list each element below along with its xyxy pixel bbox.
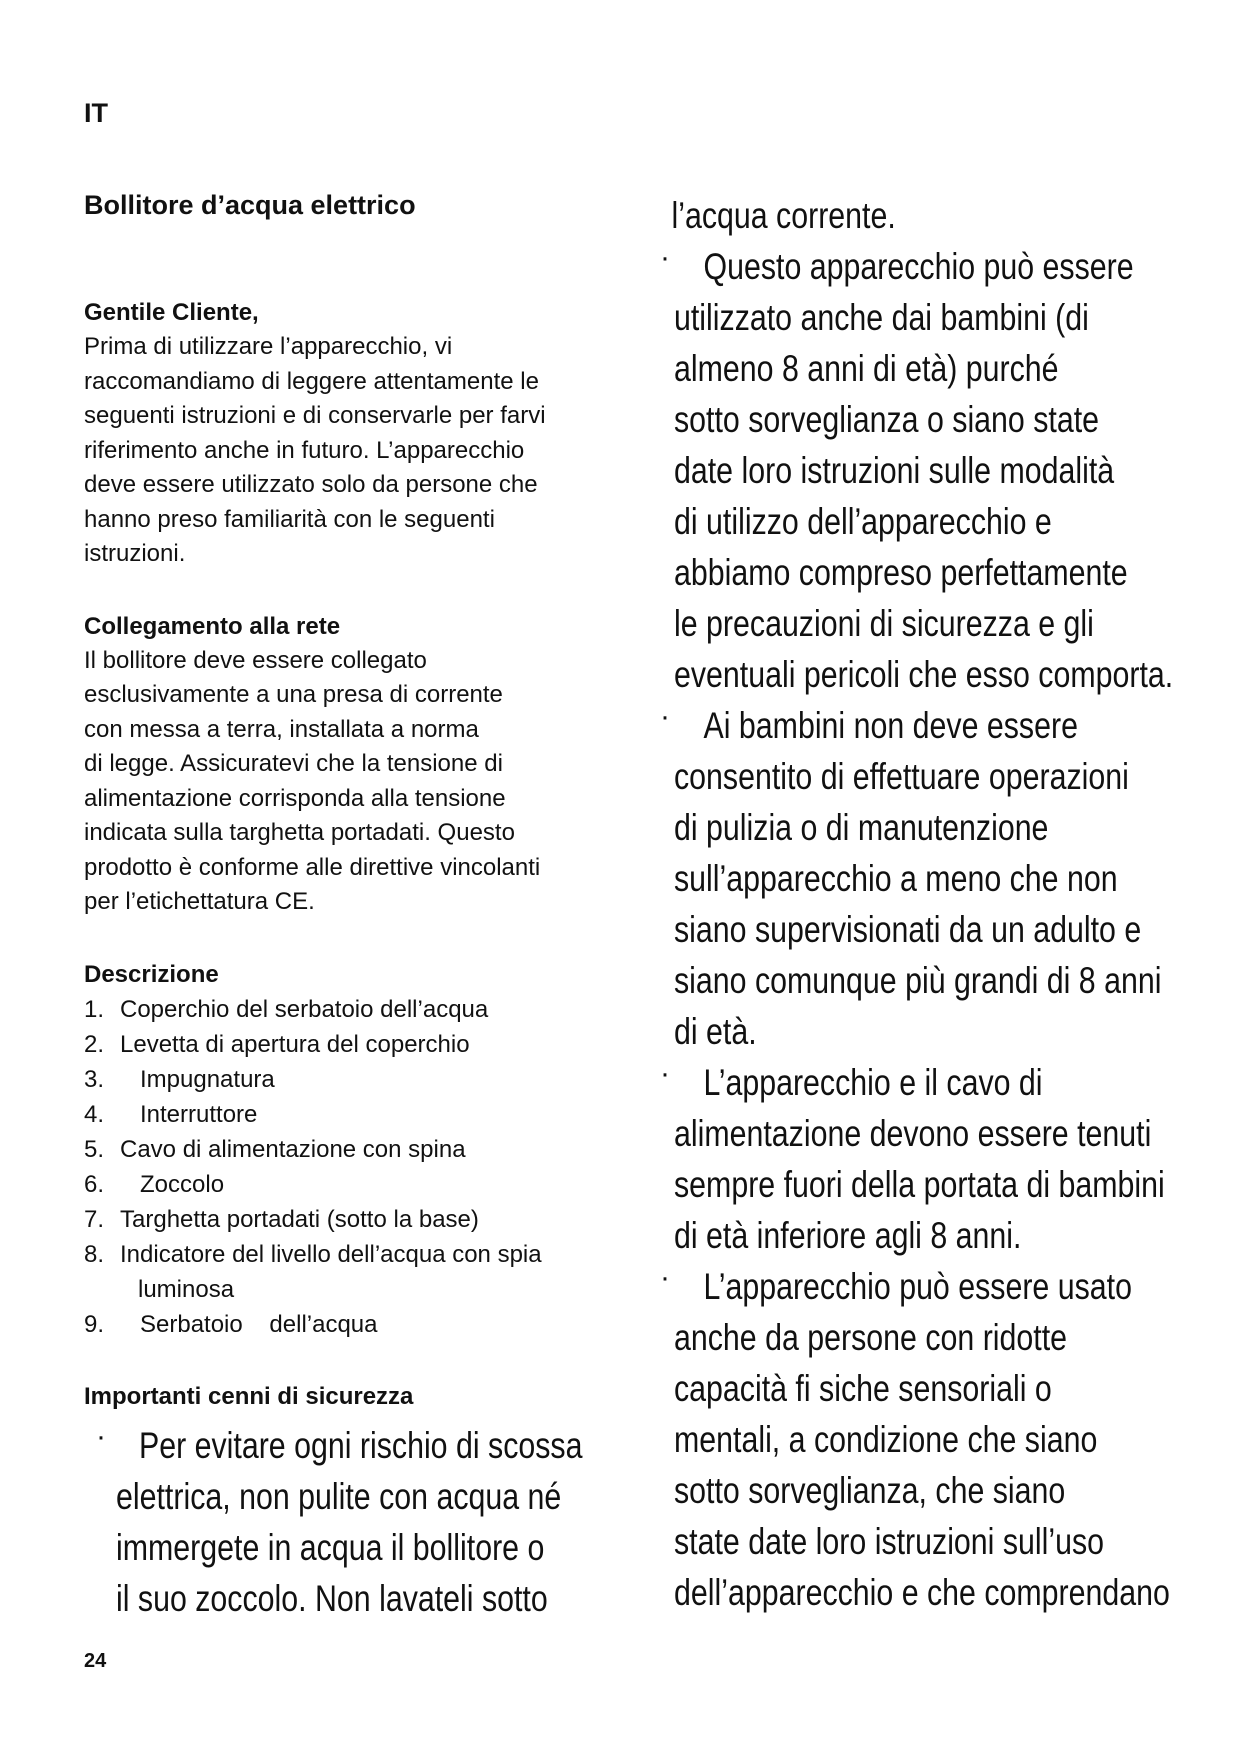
list-item <box>84 1062 604 1097</box>
intro-paragraph <box>84 330 604 572</box>
list-number: 6. <box>84 1170 105 1198</box>
connection-paragraph <box>84 644 604 920</box>
list-item <box>84 1307 604 1342</box>
list-number: 7. <box>84 1205 105 1233</box>
list-number: 2. <box>84 1030 105 1058</box>
bullet-line: elettrica, non pulite con acqua né <box>116 1476 562 1517</box>
continued-line: l’acqua corrente. <box>671 195 896 236</box>
bullet-line: eventuali pericoli che esso comporta. <box>674 654 1174 695</box>
list-text: Impugnatura <box>140 1065 275 1093</box>
bullet-line: utilizzato anche dai bambini (di <box>674 297 1089 338</box>
bullet-line: anche da persone con ridotte <box>674 1317 1068 1358</box>
bullet-line: state date loro istruzioni sull’uso <box>674 1521 1105 1562</box>
safety-bullet <box>660 1261 1241 1618</box>
connection-line: alimentazione corrisponda alla tensione <box>84 784 506 812</box>
intro-line: raccomandiamo di leggere attentamente le <box>84 367 539 395</box>
bullet-line: capacità fi siche sensoriali o <box>674 1368 1052 1409</box>
safety-bullet <box>96 1420 685 1624</box>
description-heading: Descrizione <box>84 960 219 988</box>
intro-heading: Gentile Cliente, <box>84 299 259 326</box>
safety-bullet <box>660 1057 1241 1261</box>
bullet-line: sempre fuori della portata di bambini <box>674 1164 1165 1205</box>
safety-heading: Importanti cenni di sicurezza <box>84 1382 414 1410</box>
intro-line: seguenti istruzioni e di conservarle per farvi <box>84 402 546 429</box>
connection-line: di legge. Assicuratevi che la tensione di <box>84 750 503 777</box>
safety-bullet <box>660 241 1241 700</box>
bullet-line: il suo zoccolo. Non lavateli sotto <box>116 1578 548 1619</box>
bullet-mark: · <box>660 1057 670 1090</box>
intro-line: deve essere utilizzato solo da persone che <box>84 471 538 498</box>
list-item <box>84 1027 604 1062</box>
bullet-mark: · <box>96 1420 106 1453</box>
page-title: Bollitore d’acqua elettrico <box>84 190 416 220</box>
left-column <box>84 296 604 1414</box>
list-text: Serbatoio dell’acqua <box>140 1310 378 1338</box>
intro-line: riferimento anche in futuro. L’apparecchio <box>84 436 525 464</box>
list-item <box>84 1167 604 1202</box>
list-number: 9. <box>84 1310 105 1338</box>
bullet-line: mentali, a condizione che siano <box>674 1419 1098 1460</box>
list-text: Indicatore del livello dell’acqua con spia <box>120 1240 542 1268</box>
bullet-line: almeno 8 anni di età) purché <box>674 348 1059 389</box>
list-text-continued: luminosa <box>138 1275 235 1303</box>
bullet-line: sotto sorveglianza, che siano <box>674 1470 1066 1511</box>
connection-heading: Collegamento alla rete <box>84 612 341 640</box>
list-item <box>84 992 604 1027</box>
bullet-line: le precauzioni di sicurezza e gli <box>674 603 1094 644</box>
list-item <box>84 1097 604 1132</box>
intro-line: istruzioni. <box>84 540 186 567</box>
bullet-line: dell’apparecchio e che comprendano <box>674 1572 1170 1613</box>
connection-line: per l’etichettatura CE. <box>84 888 315 915</box>
bullet-line: siano comunque più grandi di 8 anni <box>674 960 1162 1001</box>
bullet-mark: · <box>660 241 670 274</box>
bullet-line: di pulizia o di manutenzione <box>674 807 1049 848</box>
connection-line: prodotto è conforme alle direttive vincolanti <box>84 853 541 881</box>
list-number: 3. <box>84 1065 105 1093</box>
page-number: 24 <box>84 1650 107 1672</box>
bullet-line: L’apparecchio e il cavo di <box>703 1062 1043 1103</box>
bullet-line: alimentazione devono essere tenuti <box>674 1113 1152 1154</box>
list-text: Levetta di apertura del coperchio <box>120 1030 470 1058</box>
bullet-line: di utilizzo dell’apparecchio e <box>674 501 1052 542</box>
list-text: Coperchio del serbatoio dell’acqua <box>120 995 489 1023</box>
connection-line: esclusivamente a una presa di corrente <box>84 681 503 708</box>
bullet-mark: · <box>660 700 670 733</box>
bullet-mark: · <box>660 1261 670 1294</box>
bullet-line: sotto sorveglianza o siano state <box>674 399 1100 440</box>
bullet-line: date loro istruzioni sulle modalità <box>674 450 1115 491</box>
connection-line: Il bollitore deve essere collegato <box>84 646 427 674</box>
bullet-line: Ai bambini non deve essere <box>703 705 1078 746</box>
list-number: 4. <box>84 1100 105 1128</box>
list-number: 5. <box>84 1135 105 1163</box>
right-column <box>660 190 1241 1618</box>
connection-line: con messa a terra, installata a norma <box>84 715 479 743</box>
list-text: Cavo di alimentazione con spina <box>120 1135 466 1163</box>
description-list <box>84 992 604 1342</box>
language-code: IT <box>84 98 108 128</box>
list-number: 1. <box>84 995 105 1023</box>
bullet-line: L’apparecchio può essere usato <box>703 1266 1132 1307</box>
bullet-line: di età inferiore agli 8 anni. <box>674 1215 1022 1256</box>
bullet-line: siano supervisionati da un adulto e <box>674 909 1142 950</box>
list-item <box>84 1202 604 1237</box>
safety-bullet <box>660 700 1241 1057</box>
bullet-line: consentito di effettuare operazioni <box>674 756 1129 797</box>
connection-line: indicata sulla targhetta portadati. Questo <box>84 819 515 846</box>
bullet-line: sull’apparecchio a meno che non <box>674 858 1118 899</box>
list-text: Zoccolo <box>140 1170 225 1198</box>
list-number: 8. <box>84 1240 105 1268</box>
intro-line: hanno preso familiarità con le seguenti <box>84 505 495 533</box>
bullet-line: Per evitare ogni rischio di scossa <box>138 1425 583 1466</box>
bullet-line: immergete in acqua il bollitore o <box>116 1527 545 1568</box>
list-item <box>84 1132 604 1167</box>
list-item <box>84 1237 604 1307</box>
bullet-line: Questo apparecchio può essere <box>703 246 1134 287</box>
intro-line: Prima di utilizzare l’apparecchio, vi <box>84 333 453 360</box>
list-text: Interruttore <box>140 1100 258 1128</box>
bullet-line: abbiamo compreso perfettamente <box>674 552 1128 593</box>
bullet-line: di età. <box>674 1011 757 1052</box>
list-text: Targhetta portadati (sotto la base) <box>120 1205 479 1233</box>
